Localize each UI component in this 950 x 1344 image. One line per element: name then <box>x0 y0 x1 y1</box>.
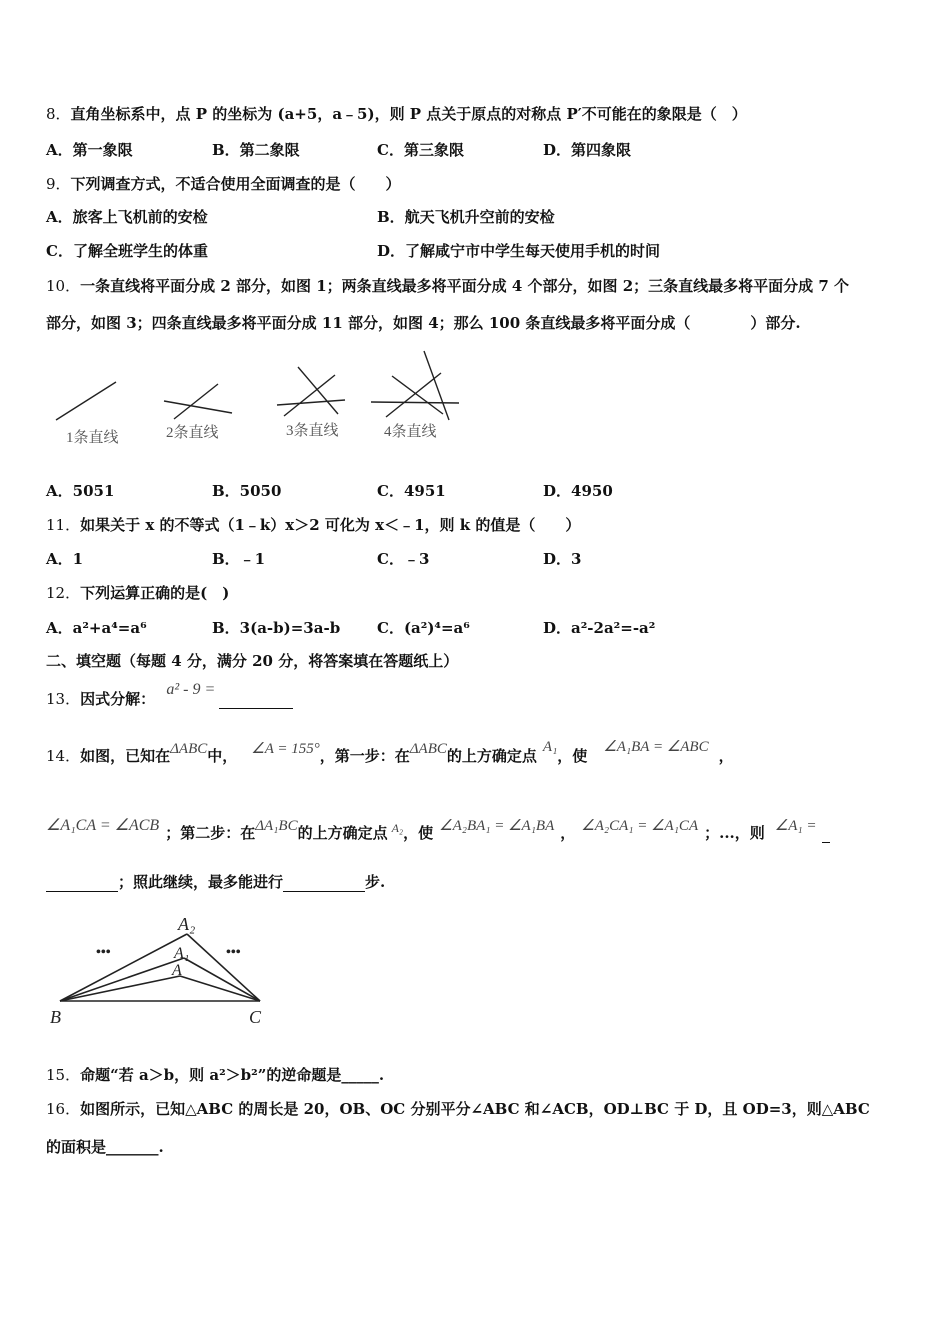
q13-answer-blank[interactable] <box>219 690 293 709</box>
q14-p9: ，使 <box>403 824 434 842</box>
q8-number: 8． <box>46 105 71 123</box>
q13-text: 因式分解： <box>80 690 156 708</box>
q14-m11: ∠A₁ = <box>774 818 817 834</box>
q14-triangle-figure <box>46 908 276 1033</box>
q10-stem-line1 <box>46 275 849 296</box>
q10-option-a: A．5051 <box>46 482 115 500</box>
q12-option-c: C．(a²)⁴=a⁶ <box>377 619 470 637</box>
q16-number: 16． <box>46 1100 81 1118</box>
q9-text: 下列调查方式，不适合使用全面调查的是（ ） <box>70 175 401 193</box>
q9-option-c: C．了解全班学生的体重 <box>46 242 208 260</box>
q14-p5: ，使 <box>557 747 588 765</box>
q10-number: 10． <box>46 277 81 295</box>
q11-stem <box>46 514 580 535</box>
q12-option-b: B．3(a-b)=3a-b <box>212 619 341 637</box>
q12-number: 12． <box>46 584 81 602</box>
q14-answer-blank-1a[interactable] <box>822 824 830 843</box>
q14-m3: ΔABC <box>409 741 447 757</box>
q10-lines-figure <box>46 345 476 455</box>
q11-text: 如果关于 x 的不等式（1﹣k）x＞2 可化为 x＜﹣1，则 k 的值是（ ） <box>80 516 581 534</box>
q11-number: 11． <box>46 516 81 534</box>
label-c: C <box>249 1007 262 1027</box>
q14-stem-line2 <box>46 817 904 843</box>
q14-p6: ， <box>718 747 734 765</box>
label-a: A <box>172 962 182 979</box>
q14-m5: ∠A₁BA = ∠ABC <box>603 739 709 755</box>
q9-option-b: B．航天飞机升空前的安检 <box>377 208 555 226</box>
q12-option-d: D．a²-2a²=-a² <box>543 619 656 637</box>
fig2-line1 <box>164 401 232 413</box>
c-a2 <box>187 934 260 1001</box>
q14-p13: 步. <box>365 873 386 891</box>
q15-stem <box>46 1064 384 1085</box>
q14-p4: 的上方确定点 <box>446 747 537 765</box>
q10-stem-line2: 部分，如图 3；四条直线最多将平面分成 11 部分，如图 4；那么 100 条直线最多将平面分成（ ）部分. <box>46 314 801 332</box>
q14-p2: 中， <box>207 747 238 765</box>
fig2-label: 2条直线 <box>166 425 219 441</box>
q11-option-c: C．﹣3 <box>377 550 430 568</box>
q10-text-line1: 一条直线将平面分成 2 部分，如图 1；两条直线最多将平面分成 4 个部分，如图 2；三条直线最多将平面分成 7 个 <box>80 277 850 295</box>
q14-m9: ∠A₂BA₁ = ∠A₁BA <box>439 818 555 834</box>
q14-stem-line1 <box>46 739 734 766</box>
q12-option-a: A．a²+a⁴=a⁶ <box>46 619 147 637</box>
q12-text: 下列运算正确的是( ) <box>80 584 230 602</box>
q10-option-b: B．5050 <box>212 482 282 500</box>
q11-option-d: D．3 <box>543 550 582 568</box>
dots-right: ••• <box>226 945 241 960</box>
fig3-label: 3条直线 <box>286 423 339 439</box>
q14-p8: 的上方确定点 <box>297 824 388 842</box>
fig4-line2 <box>386 373 441 417</box>
q9-option-d: D．了解咸宁市中学生每天使用手机的时间 <box>377 242 661 260</box>
q10-option-d: D．4950 <box>543 482 613 500</box>
fig3-line2 <box>298 367 338 414</box>
fig4-line1 <box>371 402 459 403</box>
q14-p3: ，第一步：在 <box>319 747 410 765</box>
q14-m2: ∠A = 155° <box>251 741 320 757</box>
q15-text: 命题“若 a＞b，则 a²＞b²”的逆命题是_____. <box>80 1066 385 1084</box>
q11-option-a: A．1 <box>46 550 84 568</box>
q14-m10: ∠A₂CA₁ = ∠A₁CA <box>581 818 699 834</box>
fig1-line1 <box>56 382 116 420</box>
q14-number: 14． <box>46 747 81 765</box>
q14-m4: A₁ <box>542 739 558 755</box>
q15-number: 15． <box>46 1066 81 1084</box>
fig2-line2 <box>174 384 218 419</box>
c-a1 <box>184 958 260 1001</box>
fig1-label: 1条直线 <box>66 430 119 446</box>
b-a2 <box>60 934 190 1001</box>
q14-p12: ；照此继续，最多能进行 <box>118 873 284 891</box>
q14-p1: 如图，已知在 <box>80 747 171 765</box>
label-a2: A₂ <box>178 914 196 934</box>
q8-option-c: C．第三象限 <box>377 141 464 159</box>
q9-number: 9． <box>46 175 71 193</box>
q8-stem <box>46 103 747 124</box>
q8-option-a: A．第一象限 <box>46 141 133 159</box>
q14-m8: A₂ <box>391 821 404 835</box>
dots-left: ••• <box>96 945 111 960</box>
q8-option-b: B．第二象限 <box>212 141 300 159</box>
c-a <box>180 976 260 1001</box>
q8-text: 直角坐标系中，点 P 的坐标为 (a+5，a﹣5)，则 P 点关于原点的对称点 P′不可能在的象限是（ ） <box>70 105 747 123</box>
q14-stem-line3 <box>46 871 385 892</box>
q10-option-c: C．4951 <box>377 482 446 500</box>
q14-p11: ；...，则 <box>704 824 765 842</box>
q14-m6: ∠A₁CA = ∠ACB <box>46 817 160 834</box>
q9-stem <box>46 173 401 194</box>
section2-title: 二、填空题（每题 4 分，满分 20 分，将答案填在答题纸上） <box>46 652 459 670</box>
q14-m7: ΔA₁BC <box>255 818 298 834</box>
q14-p10: ， <box>560 824 576 842</box>
q13-formula: a² - 9 = <box>166 681 216 698</box>
q14-m1: ΔABC <box>170 741 208 757</box>
q12-stem <box>46 582 229 603</box>
fig4-label: 4条直线 <box>384 424 437 440</box>
q14-p7: ；第二步：在 <box>165 824 256 842</box>
q11-option-b: B．﹣1 <box>212 550 266 568</box>
q16-text-line1: 如图所示，已知△ABC 的周长是 20，OB、OC 分别平分∠ABC 和∠ACB，OD⊥BC 于 D，且 OD=3，则△ABC <box>80 1100 870 1118</box>
q8-option-d: D．第四象限 <box>543 141 632 159</box>
q14-answer-blank-1b[interactable] <box>46 873 118 892</box>
q14-answer-blank-2[interactable] <box>283 873 365 892</box>
fig3-line1 <box>277 400 345 405</box>
q16-stem-line2: 的面积是_______. <box>46 1138 164 1156</box>
q9-option-a: A．旅客上飞机前的安检 <box>46 208 208 226</box>
q13-stem <box>46 681 293 709</box>
q13-number: 13． <box>46 690 81 708</box>
label-a1: A₁ <box>174 945 190 962</box>
q16-stem-line1 <box>46 1098 870 1119</box>
label-b: B <box>50 1007 61 1027</box>
